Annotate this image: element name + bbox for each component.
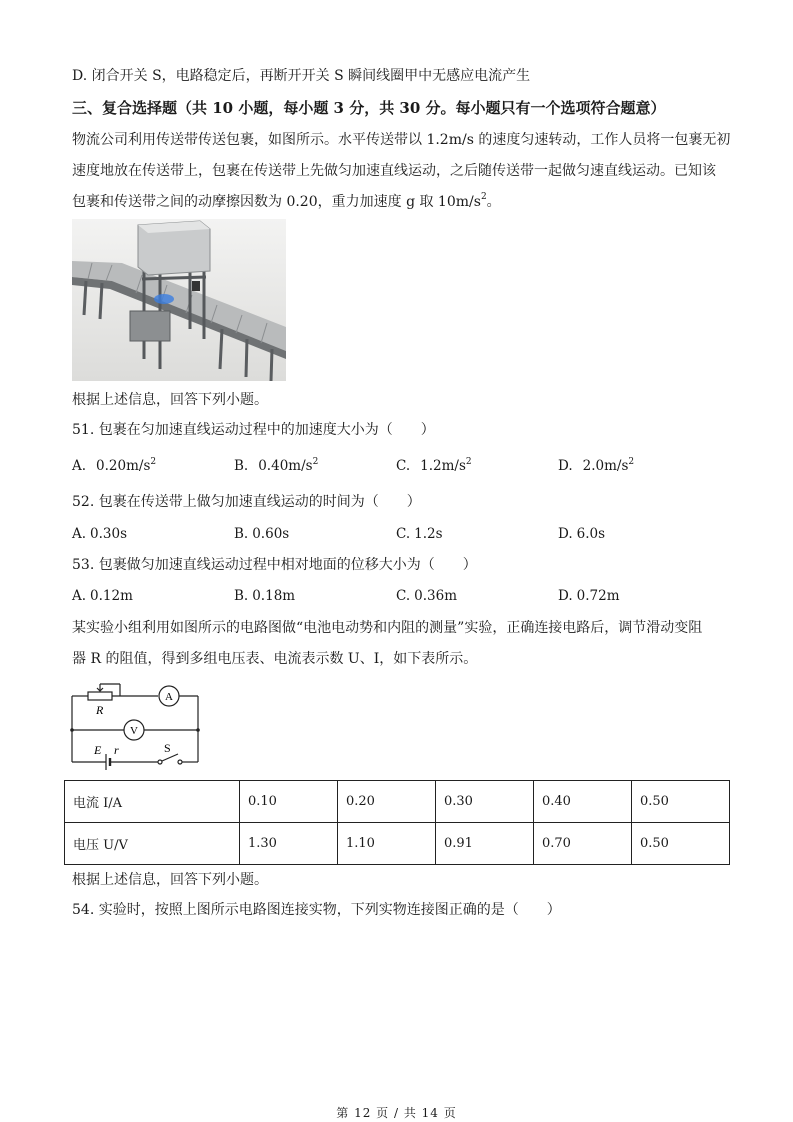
row-header-voltage: 电压 U/V — [65, 823, 240, 865]
context1-line1: 物流公司利用传送带传送包裹，如图所示。水平传送带以 1.2m/s 的速度匀速转动，工作人员将一包裹无初 — [72, 132, 731, 148]
q52-stem: 52. 包裹在传送带上做匀加速直线运动的时间为（ ） — [72, 494, 421, 510]
row-header-current: 电流 I/A — [65, 781, 240, 823]
previous-option-d: D. 闭合开关 S，电路稳定后，再断开开关 S 瞬间线圈甲中无感应电流产生 — [72, 68, 531, 84]
option-value: 6.0s — [576, 526, 606, 542]
context1-line3-sup: 2 — [480, 192, 487, 203]
option-label: D. — [558, 526, 573, 542]
option-value: 0.18m — [252, 588, 296, 604]
option-value: 0.36m — [414, 588, 458, 604]
option-sup: 2 — [628, 456, 635, 467]
q53-option-c — [396, 586, 457, 606]
option-value: 2.0m/s — [582, 458, 629, 474]
table-cell: 0.70 — [534, 823, 632, 865]
option-value: 0.12m — [90, 588, 133, 604]
ammeter-label: A — [165, 691, 173, 703]
option-label: A. — [72, 458, 87, 474]
option-value: 0.40m/s — [258, 458, 313, 474]
page-footer: 第 12 页 / 共 14 页 — [336, 1106, 457, 1120]
table-cell: 0.20 — [338, 781, 436, 823]
internal-resistance-label: r — [114, 743, 119, 757]
option-label: A. — [72, 526, 87, 542]
option-label: B. — [234, 458, 249, 474]
option-label: B. — [234, 526, 249, 542]
option-sup: 2 — [150, 456, 157, 467]
q53-option-b — [234, 586, 295, 606]
option-sup: 2 — [312, 456, 319, 467]
switch-contact — [178, 760, 182, 764]
q52-option-a — [72, 524, 127, 544]
switch-contact — [158, 760, 162, 764]
q51-option-b — [234, 456, 318, 476]
measurement-table — [64, 780, 730, 865]
table-cell: 0.10 — [240, 781, 338, 823]
table-cell: 0.40 — [534, 781, 632, 823]
table-cell: 1.10 — [338, 823, 436, 865]
option-label: C. — [396, 526, 411, 542]
voltmeter-label: V — [130, 725, 138, 737]
context1-line2: 速度地放在传送带上，包裹在传送带上先做匀加速直线运动，之后随传送带一起做匀速直线运动。已知该 — [72, 163, 716, 179]
context2-line1: 某实验小组利用如图所示的电路图做“电池电动势和内阻的测量”实验，正确连接电路后，调节滑动变阻 — [72, 620, 703, 636]
q54-stem: 54. 实验时，按照上图所示电路图连接实物，下列实物连接图正确的是（ ） — [72, 902, 561, 918]
table-cell: 1.30 — [240, 823, 338, 865]
option-value: 1.2s — [414, 526, 443, 542]
option-sup: 2 — [465, 456, 472, 467]
rheostat-label: R — [96, 703, 104, 717]
q53-option-d — [558, 586, 620, 606]
context2-line2: 器 R 的阻值，得到多组电压表、电流表示数 U、I，如下表所示。 — [72, 651, 478, 667]
option-label: D. — [558, 458, 573, 474]
q52-option-d — [558, 524, 605, 544]
table-cell: 0.91 — [436, 823, 534, 865]
option-label: C. — [396, 458, 411, 474]
q52-option-c — [396, 524, 443, 544]
option-value: 0.30s — [90, 526, 128, 542]
emf-label: E — [94, 743, 102, 757]
rheostat-symbol — [88, 692, 112, 700]
q51-option-c — [396, 456, 472, 476]
table-row — [65, 781, 730, 823]
instruction-1: 根据上述信息，回答下列小题。 — [72, 392, 268, 408]
table-cell: 0.50 — [632, 823, 730, 865]
context1-line3-end: 。 — [486, 194, 501, 210]
table-cell: 0.30 — [436, 781, 534, 823]
q51-option-a — [72, 456, 156, 476]
circuit-diagram — [66, 682, 202, 772]
option-value: 1.2m/s — [420, 458, 466, 474]
option-value: 0.20m/s — [96, 458, 151, 474]
option-label: A. — [72, 588, 87, 604]
q51-stem: 51. 包裹在匀加速直线运动过程中的加速度大小为（ ） — [72, 422, 435, 438]
option-label: D. — [558, 588, 573, 604]
table-cell: 0.50 — [632, 781, 730, 823]
section-heading: 三、复合选择题（共 10 小题，每小题 3 分，共 30 分。每小题只有一个选项符合题意） — [72, 99, 666, 117]
option-value: 0.60s — [252, 526, 290, 542]
context1-line3-text: 包裹和传送带之间的动摩擦因数为 0.20，重力加速度 g 取 10m/s — [72, 194, 481, 210]
q53-option-a — [72, 586, 133, 606]
option-label: B. — [234, 588, 249, 604]
table-row — [65, 823, 730, 865]
context1-line3 — [72, 192, 501, 212]
instruction-2: 根据上述信息，回答下列小题。 — [72, 872, 268, 888]
switch-label: S — [164, 741, 171, 755]
option-value: 0.72m — [576, 588, 620, 604]
option-label: C. — [396, 588, 411, 604]
q51-option-d — [558, 456, 634, 476]
q53-stem: 53. 包裹做匀加速直线运动过程中相对地面的位移大小为（ ） — [72, 557, 477, 573]
conveyor-belt-photo — [72, 219, 286, 381]
q52-option-b — [234, 524, 289, 544]
